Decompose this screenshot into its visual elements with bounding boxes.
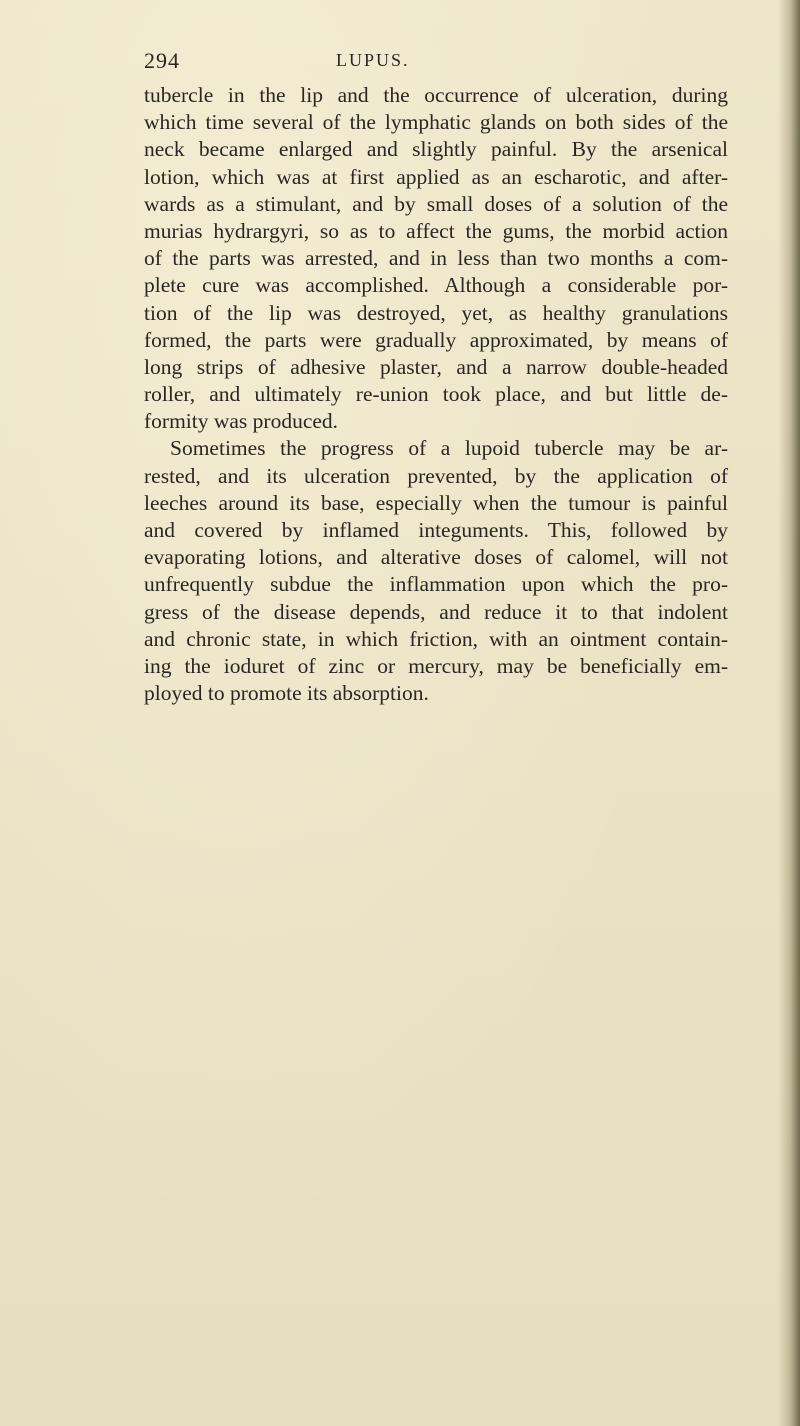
text-line: tubercle in the lip and the occurrence of ulceration, during xyxy=(144,83,728,107)
text-line: long strips of adhesive plaster, and a narrow double-headed xyxy=(144,354,728,379)
text-line: unfrequently subdue the inflammation upon which the pro- xyxy=(144,572,728,597)
text-line: murias hydrargyri, so as to affect the gums, the morbid action xyxy=(144,218,728,243)
text-line: lotion, which was at first applied as an escharotic, and after- xyxy=(144,164,728,189)
text-line: wards as a stimulant, and by small doses of a solution of the xyxy=(144,191,728,216)
running-head-title: LUPUS. xyxy=(336,50,410,70)
paragraph-1 xyxy=(144,82,728,435)
text-line: rested, and its ulceration prevented, by the application of xyxy=(144,463,728,488)
text-line: evaporating lotions, and alterative doses of calomel, will not xyxy=(144,545,728,570)
text-line: formity was produced. xyxy=(144,409,339,434)
text-line: neck became enlarged and slightly painful. By the arsenical xyxy=(144,137,728,162)
text-line: Sometimes the progress of a lupoid tubercle may be ar- xyxy=(170,436,728,461)
text-line: ployed to promote its absorption. xyxy=(144,681,429,706)
running-head xyxy=(144,48,744,78)
text-line: leeches around its base, especially when the tumour is painful xyxy=(144,490,728,515)
page-number: 294 xyxy=(144,48,180,73)
text-line: and covered by inflamed integuments. This, followed by xyxy=(144,518,728,542)
page-edge-shadow xyxy=(778,0,800,1426)
text-line: ing the ioduret of zinc or mercury, may be beneficially em- xyxy=(144,653,728,678)
bleed-through-text xyxy=(130,740,780,1380)
text-line: gress of the disease depends, and reduce it to that indolent xyxy=(144,599,728,624)
text-line: plete cure was accomplished. Although a considerable por- xyxy=(144,273,728,298)
text-line: which time several of the lymphatic glands on both sides of the xyxy=(144,110,728,135)
text-line: of the parts was arrested, and in less than two months a com- xyxy=(144,246,728,271)
paragraph-2 xyxy=(144,435,728,707)
text-line: formed, the parts were gradually approximated, by means of xyxy=(144,327,728,352)
text-line: tion of the lip was destroyed, yet, as healthy granulations xyxy=(144,300,728,325)
text-line: and chronic state, in which friction, with an ointment contain- xyxy=(144,626,728,651)
text-line: roller, and ultimately re-union took place, and but little de- xyxy=(144,382,728,407)
body-text xyxy=(144,82,728,707)
